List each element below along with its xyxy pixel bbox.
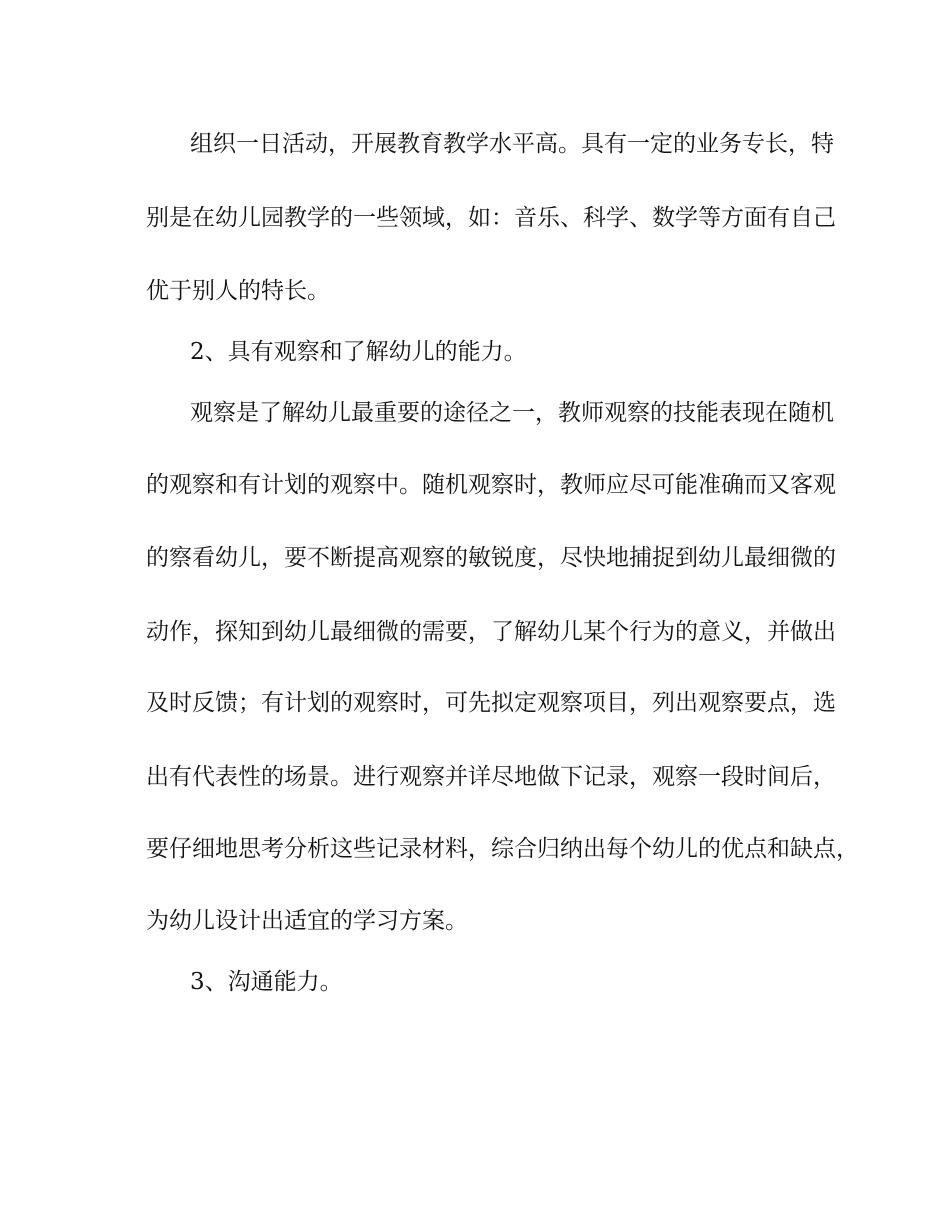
- paragraph-line-7: 动作，探知到幼儿最细微的需要，了解幼儿某个行为的意义，并做出: [146, 619, 836, 645]
- paragraph-line-3: 优于别人的特长。: [146, 278, 330, 304]
- paragraph-line-10: 要仔细地思考分析这些记录材料，综合归纳出每个幼儿的优点和缺点，: [146, 836, 859, 862]
- paragraph-line-4: 观察是了解幼儿最重要的途径之一，教师观察的技能表现在随机: [190, 400, 834, 426]
- paragraph-line-6: 的察看幼儿，要不断提高观察的敏锐度，尽快地捕捉到幼儿最细微的: [146, 545, 836, 571]
- paragraph-line-11: 为幼儿设计出适宜的学习方案。: [146, 908, 468, 934]
- paragraph-line-9: 出有代表性的场景。进行观察并详尽地做下记录，观察一段时间后，: [146, 764, 836, 790]
- paragraph-line-8: 及时反馈；有计划的观察时，可先拟定观察项目，列出观察要点，选: [146, 690, 836, 716]
- paragraph-line-1: 组织一日活动，开展教育教学水平高。具有一定的业务专长，特: [190, 131, 834, 157]
- section-heading-2: 2、具有观察和了解幼儿的能力。: [190, 339, 527, 365]
- paragraph-line-2: 别是在幼儿园教学的一些领域，如：音乐、科学、数学等方面有自己: [146, 205, 836, 231]
- section-heading-3: 3、沟通能力。: [190, 969, 343, 995]
- paragraph-line-5: 的观察和有计划的观察中。随机观察时，教师应尽可能准确而又客观: [146, 472, 836, 498]
